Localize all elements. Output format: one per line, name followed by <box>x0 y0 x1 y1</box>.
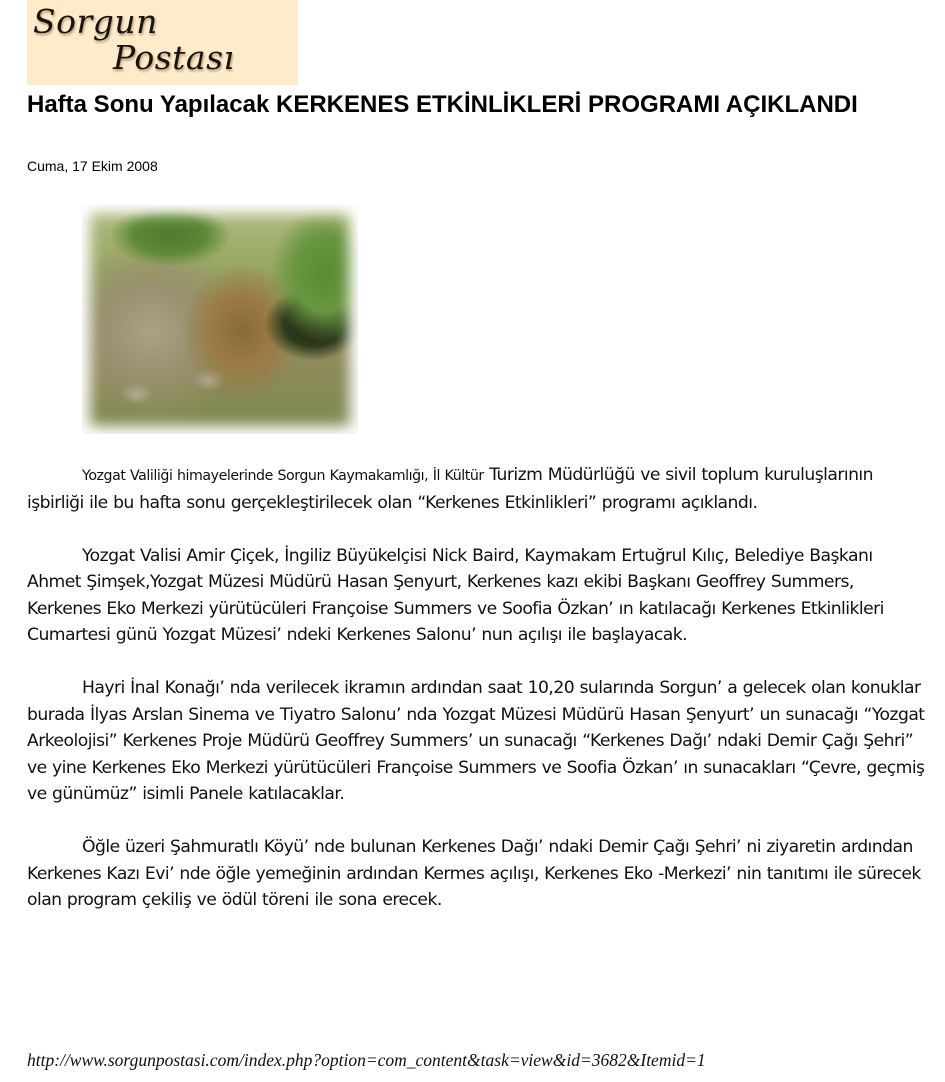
source-url: http://www.sorgunpostasi.com/index.php?option=com_content&task=view&id=3682&Itemid=1 <box>27 1050 706 1070</box>
article-date: Cuma, 17 Ekim 2008 <box>27 158 158 174</box>
paragraph-1-text: Turizm Müdürlüğü ve sivil toplum kuruluşlarının işbirliği ile bu hafta sonu gerçekleştirilecek olan “Kerkenes Etkinlikleri” programı açıklandı. <box>27 465 873 513</box>
paragraph-1-lead: Yozgat Valiliği himayelerinde Sorgun Kaymakamlığı, İl Kültür <box>82 468 484 484</box>
article-photo <box>82 205 358 434</box>
logo-text-sorgun: Sorgun <box>33 2 158 41</box>
paragraph-2: Yozgat Valisi Amir Çiçek, İngiliz Büyükelçisi Nick Baird, Kaymakam Ertuğrul Kılıç, Belediye Başkanı Ahmet Şimşek,Yozgat Müzesi Müdürü Hasan Şenyurt, Kerkenes kazı ekibi Başkanı Geoffrey Summers, Kerkenes Eko Merkezi yürütücüleri Françoise Summers ve Soofia Özkan’ ın katılacağı Kerkenes Etkinlikleri Cumartesi günü Yozgat Müzesi’ ndeki Kerkenes Salonu’ nun açılışı ile başlayacak. <box>27 545 884 645</box>
newspaper-logo <box>27 0 298 85</box>
paragraph-1 <box>27 462 927 516</box>
logo-text-postasi: Postası <box>113 38 235 77</box>
paragraph-3: Hayri İnal Konağı’ nda verilecek ikramın ardından saat 10,20 sularında Sorgun’ a gelecek olan konuklar burada İlyas Arslan Sinema ve Tiyatro Salonu’ nda Yozgat Müzesi Müdürü Hasan Şenyurt’ un sunacağı “Yozgat Arkeolojisi” Kerkenes Proje Müdürü Geoffrey Summers’ un sunacağı “Kerkenes Dağı’ ndaki Demir Çağı Şehri” ve yine Kerkenes Eko Merkezi yürütücüleri Françoise Summers ve Soofia Özkan’ ın sunacakları “Çevre, geçmiş ve günümüz” isimli Panele katılacaklar. <box>27 678 925 804</box>
paragraph-4: Öğle üzeri Şahmuratlı Köyü’ nde bulunan Kerkenes Dağı’ ndaki Demir Çağı Şehri’ ni ziyaretin ardından Kerkenes Kazı Evi’ nde öğle yemeğinin ardından Kermes açılışı, Kerkenes Eko -Merkezi’ nin tanıtımı ile sürecek olan program çekiliş ve ödül töreni ile sona erecek. <box>27 837 921 910</box>
article-title: Hafta Sonu Yapılacak KERKENES ETKİNLİKLERİ PROGRAMI AÇIKLANDI <box>27 91 858 118</box>
article-body <box>27 462 927 940</box>
